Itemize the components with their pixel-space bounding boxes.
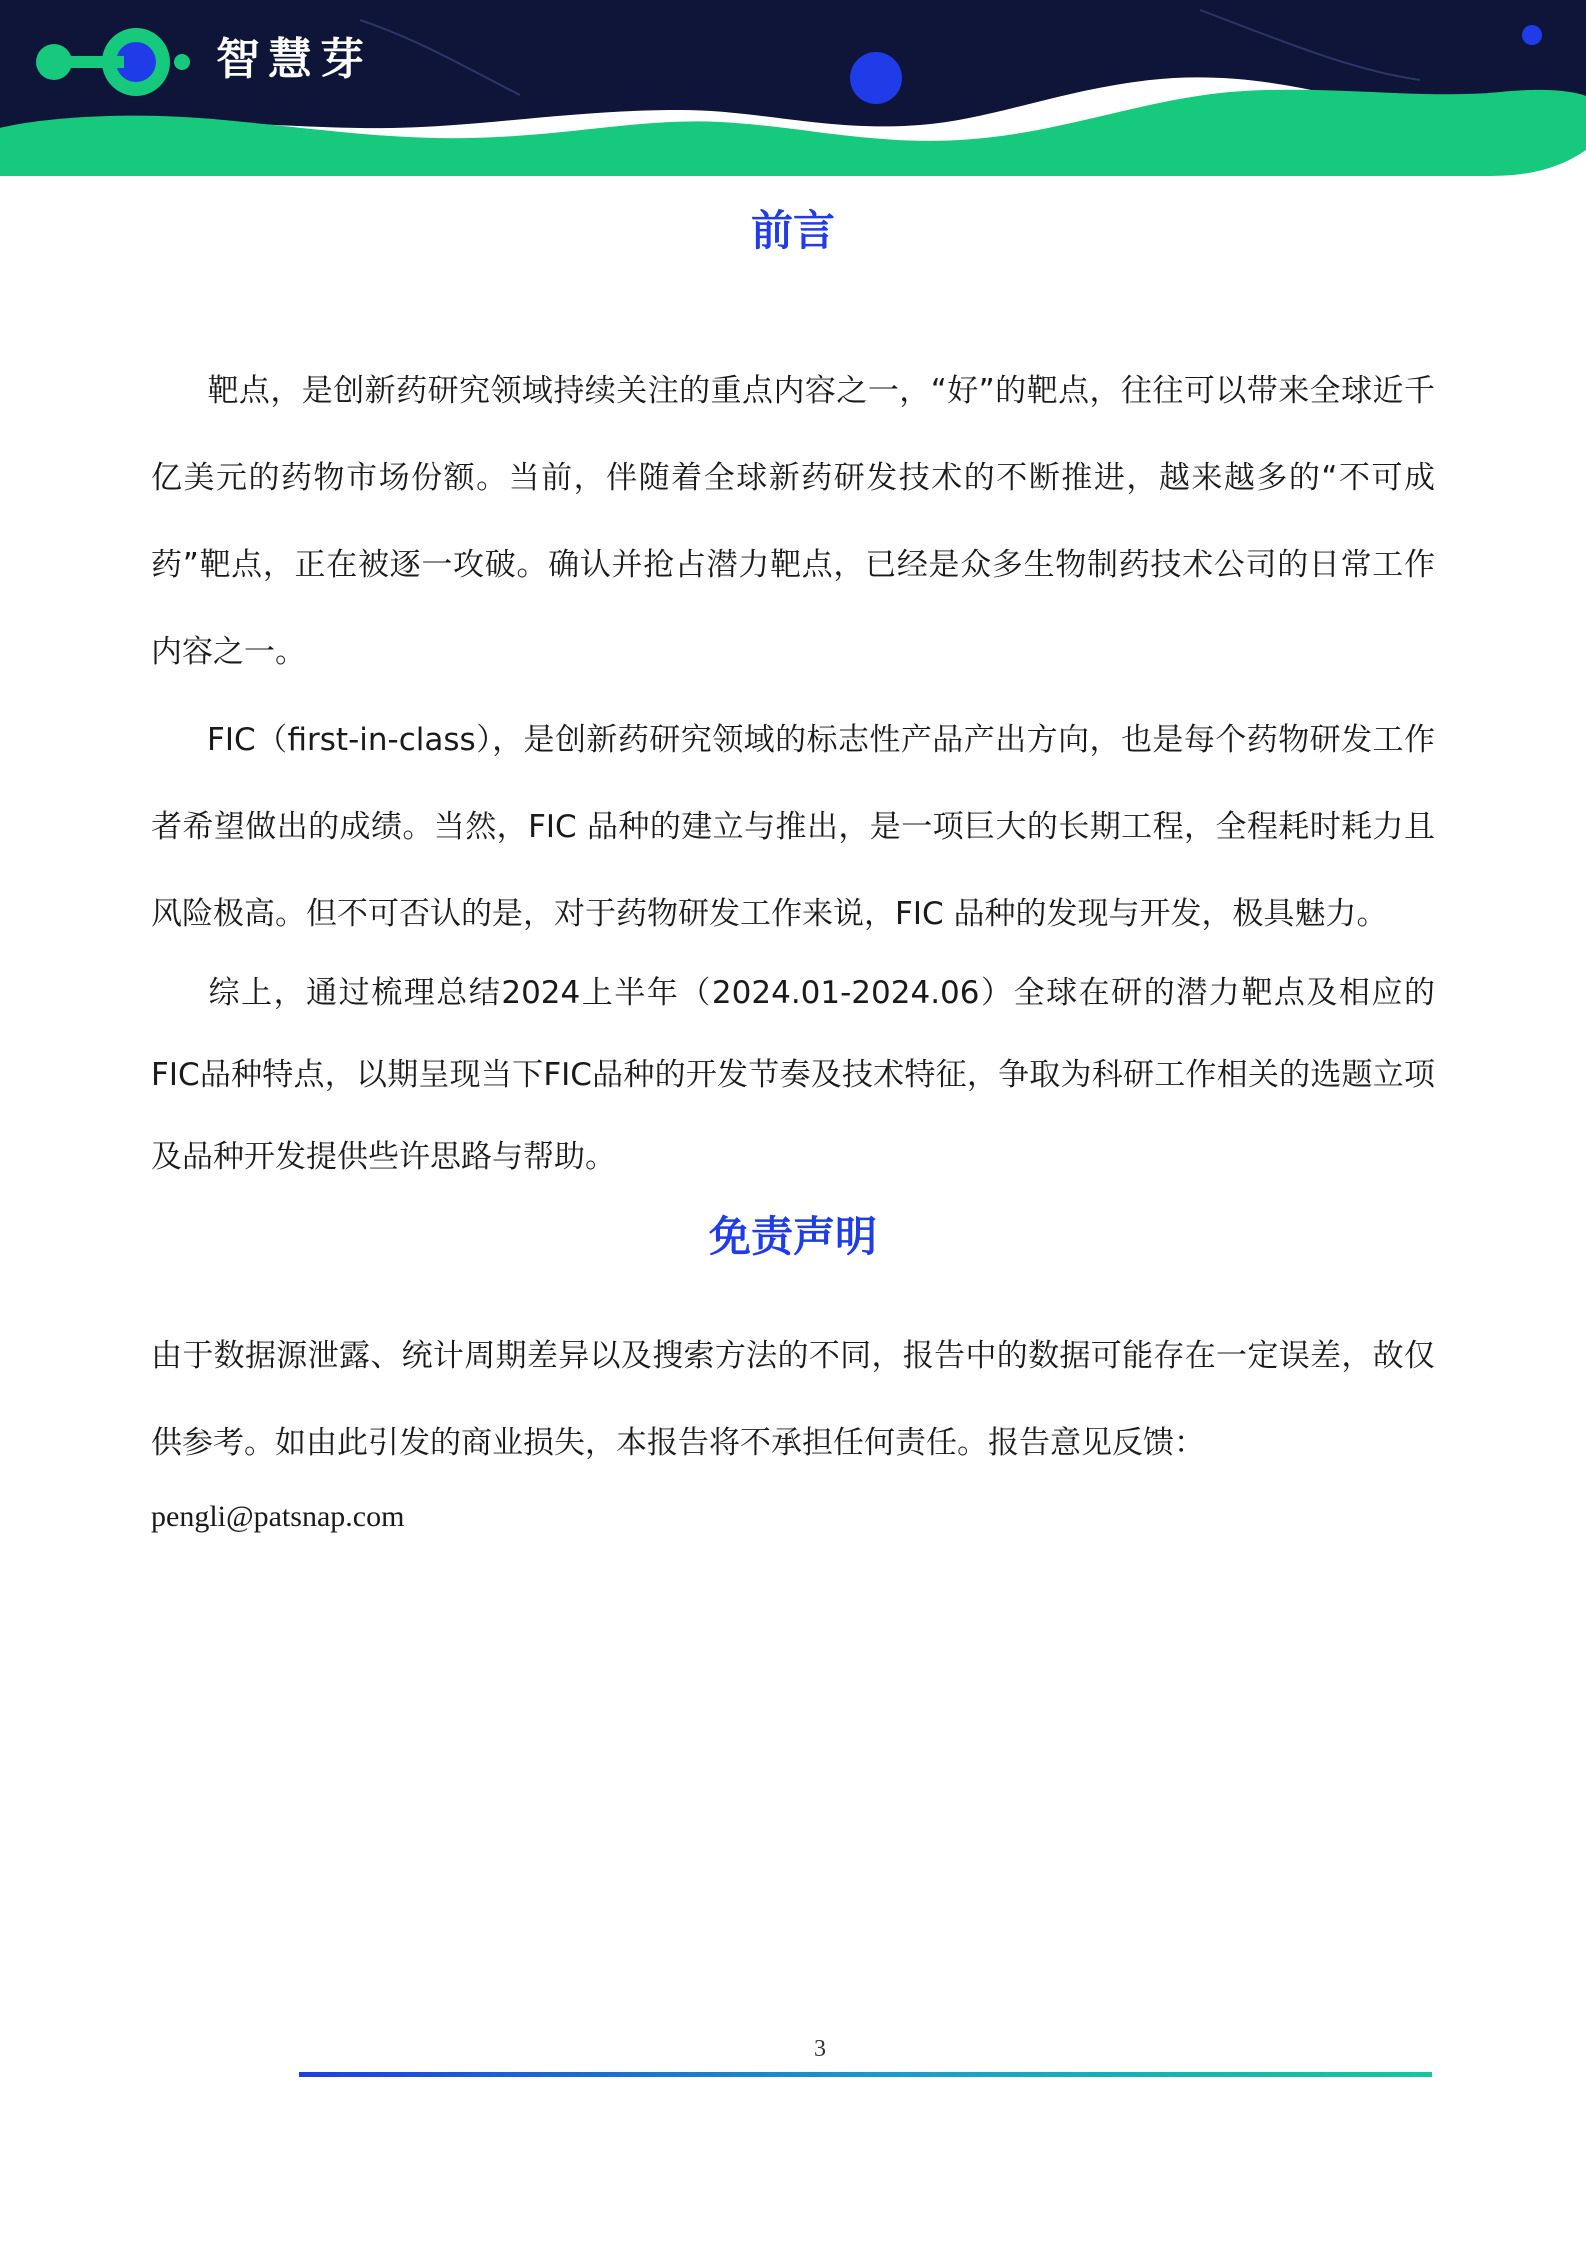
preface-paragraph-3-text: 综上，通过梳理总结2024上半年（2024.01-2024.06）全球在研的潜力靶点及相应的FIC品种特点，以期呈现当下FIC品种的开发节奏及技术特征，争取为科研工作相关的选题立项及品种开发提供些许思路与帮助。 — [151, 975, 1435, 1175]
feedback-email-link[interactable]: pengli@patsnap.com — [151, 1500, 405, 1533]
brand-name: 智慧芽 — [216, 34, 372, 85]
header-banner — [0, 0, 1586, 185]
preface-paragraph-2 — [151, 697, 1435, 958]
page-number: 3 — [814, 2036, 826, 2062]
preface-title: 前言 — [750, 206, 835, 255]
preface-paragraph-1-text: 靶点，是创新药研究领域持续关注的重点内容之一，“好”的靶点，往往可以带来全球近千亿美元的药物市场份额。当前，伴随着全球新药研发技术的不断推进，越来越多的“不可成药”靶点，正在被逐一攻破。确认并抢占潜力靶点，已经是众多生物制药技术公司的日常工作内容之一。 — [151, 373, 1435, 670]
preface-paragraph-2-text: FIC（first-in-class），是创新药研究领域的标志性产品产出方向，也是每个药物研发工作者希望做出的成绩。当然，FIC 品种的建立与推出，是一项巨大的长期工程，全程耗时耗力且风险极高。但不可否认的是，对于药物研发工作来说，FIC 品种的发现与开发，极具魅力。 — [151, 722, 1435, 932]
preface-paragraph-3 — [151, 952, 1435, 1198]
footer-divider — [299, 2072, 1432, 2077]
disclaimer-text: 由于数据源泄露、统计周期差异以及搜索方法的不同，报告中的数据可能存在一定误差，故仅供参考。如由此引发的商业损失，本报告将不承担任何责任。报告意见反馈： — [151, 1338, 1435, 1461]
preface-paragraph-1 — [151, 348, 1435, 696]
disclaimer-title: 免责声明 — [708, 1212, 877, 1261]
